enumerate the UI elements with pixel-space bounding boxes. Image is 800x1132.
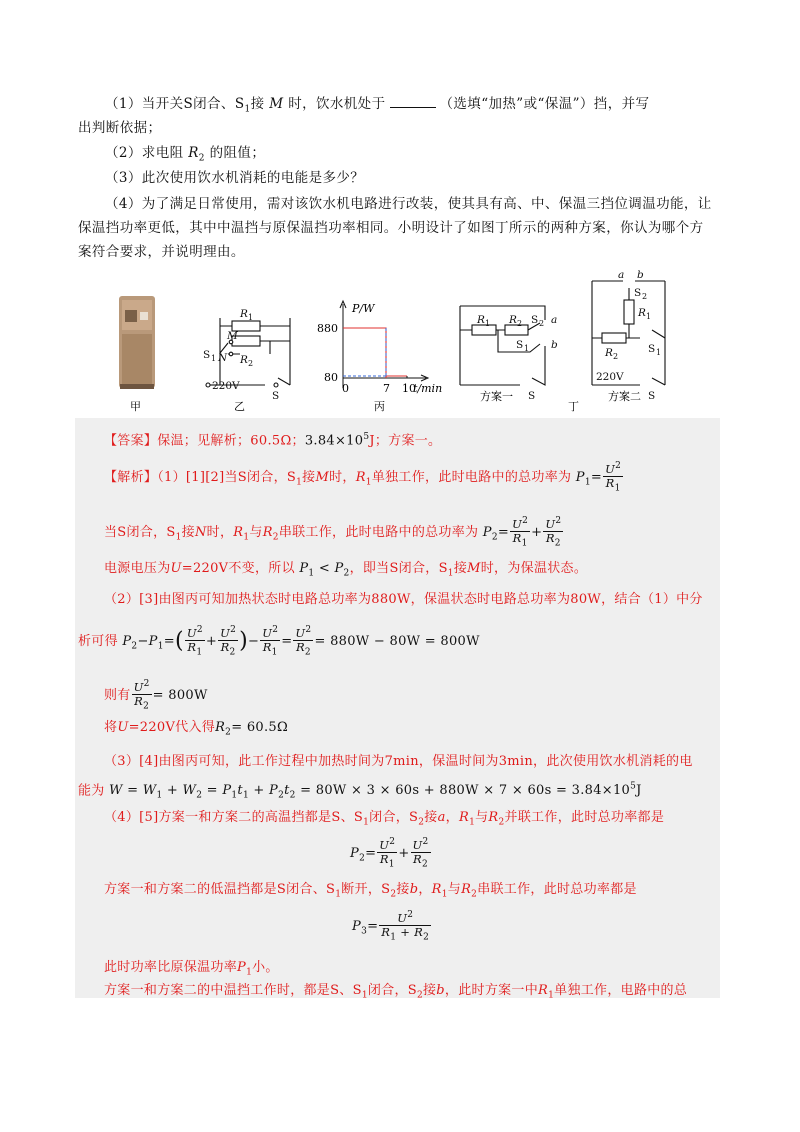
svg-text:1: 1: [248, 313, 254, 322]
svg-text:10: 10: [402, 382, 416, 395]
power-time-graph: [317, 301, 442, 395]
svg-text:2: 2: [642, 292, 648, 301]
svg-text:2: 2: [517, 319, 523, 328]
svg-text:b: b: [551, 339, 558, 351]
svg-text:a: a: [618, 269, 625, 281]
svg-text:1: 1: [646, 312, 652, 321]
svg-text:1: 1: [524, 344, 530, 353]
svg-text:R: R: [240, 354, 248, 366]
svg-text:R: R: [509, 314, 517, 326]
analysis-p8: （4）[5]方案一和方案二的高温挡都是S、$S_1$闭合，$S_2$接a，$R_1$与$R_2$并联工作，此时总功率都是: [104, 810, 665, 828]
label-bing: 丙: [374, 400, 385, 413]
analysis-p9: 方案一和方案二的低温挡都是S闭合、$S_1$断开，$S_2$接b，$R_1$与$R_2$串联工作，此时总功率都是: [104, 882, 637, 900]
svg-text:S: S: [531, 314, 539, 326]
analysis-p4-line1: （2）[3]由图丙可知加热状态时电路总功率为880W，保温状态时电路总功率为80W，结合（1）中分: [104, 592, 703, 607]
svg-text:S: S: [516, 339, 524, 351]
analysis-p2: 当S闭合，$S_1$接N时，$R_1$与$R_2$串联工作，此时电路中的总功率为 $P_2=$ $\frac{U^2}{R_1}$ + $\frac{U^2}{R_2}$: [104, 516, 562, 549]
formula-p2-parallel: $P_2=$ $\frac{U^2}{R_1}$ + $\frac{U^2}{R_2}$: [350, 837, 429, 870]
svg-text:S: S: [648, 390, 656, 402]
svg-text:220V: 220V: [596, 371, 624, 383]
svg-text:2: 2: [613, 352, 619, 361]
svg-text:R: R: [240, 308, 248, 320]
svg-text:M: M: [227, 330, 238, 342]
analysis-p4-line2: 析可得 $P_2-P_1=$( $\frac{U^2}{R_1}$ + $\frac{U^2}{R_2}$ )− $\frac{U^2}{R_1}$ = $\frac{U^2}{R_2}$ = 880W − 80W = 800W: [78, 625, 480, 658]
svg-text:1: 1: [485, 319, 491, 328]
answer-line: 【答案】保温；见解析；60.5Ω；$3.84\times 10^5J$；方案一。: [104, 432, 442, 449]
question-1: （1）当开关S闭合、$S_1$接 M 时，饮水机处于 （选填“加热”或“保温”）挡，并写: [105, 96, 650, 115]
analysis-p7-line2: 能为 $W = W_1 + W_2 = P_1t_1 + P_2t_2 = 80W \times 3 \times 60s + 880W \times 7 \times 60s = 3.84\times 10^5J$: [78, 782, 642, 801]
svg-text:S: S: [634, 287, 642, 299]
svg-text:a: a: [551, 314, 558, 326]
svg-text:b: b: [637, 269, 644, 281]
svg-text:1: 1: [656, 348, 662, 357]
svg-text:R: R: [477, 314, 485, 326]
label-scheme-2: 方案二: [608, 390, 641, 403]
label-ding: 丁: [568, 400, 579, 413]
question-2: （2）求电阻 $R_2$ 的阻值；: [105, 145, 266, 164]
svg-text:1: 1: [211, 354, 217, 363]
svg-text:N: N: [218, 352, 228, 364]
svg-text:R: R: [638, 307, 646, 319]
figures-strip: [100, 268, 700, 418]
analysis-p1: 【解析】（1）[1][2]当S闭合，$S_1$接M时，$R_1$单独工作，此时电路中的总功率为 $P_1=$ $\frac{U^2}{R_1}$: [104, 461, 622, 494]
svg-text:P/W: P/W: [352, 302, 375, 315]
svg-text:t/min: t/min: [413, 382, 443, 395]
svg-text:80: 80: [324, 371, 338, 384]
water-dispenser-image: [119, 296, 155, 389]
label-yi: 乙: [234, 400, 245, 413]
svg-text:220V: 220V: [212, 380, 240, 392]
svg-text:S: S: [272, 390, 280, 402]
question-4-line3: 案符合要求，并说明理由。: [78, 244, 245, 260]
analysis-p5: 则有 $\frac{U^2}{R_2}$ = 800W: [104, 679, 208, 712]
answer-blank: [390, 95, 436, 108]
circuit-scheme-2: [592, 281, 665, 385]
analysis-p10: 此时功率比原保温功率$P_1$小。: [104, 960, 279, 978]
analysis-p3: 电源电压为U=220V不变，所以 $P_1 < P_2$，即当S闭合，$S_1$接M时，为保温状态。: [104, 561, 588, 579]
question-1-line2: 出判断依据；: [78, 120, 162, 136]
analysis-p7-line1: （3）[4]由图丙可知，此工作过程中加热时间为7min，保温时间为3min，此次使用饮水机消耗的电: [104, 754, 693, 769]
label-scheme-1: 方案一: [480, 390, 513, 403]
svg-text:0: 0: [342, 382, 349, 395]
svg-text:S: S: [528, 390, 536, 402]
svg-text:7: 7: [383, 382, 390, 395]
svg-text:2: 2: [539, 319, 545, 328]
svg-text:R: R: [605, 347, 613, 359]
svg-text:2: 2: [248, 359, 254, 368]
question-4-line2: 保温挡功率更低，其中中温挡与原保温挡功率相同。小明设计了如图丁所示的两种方案，你认为哪个方: [78, 220, 704, 236]
s1-label: S: [203, 349, 211, 361]
formula-p3-series: $P_3=$ $\frac{U^2}{R_1 + R_2}$: [352, 910, 430, 943]
svg-text:880: 880: [317, 322, 338, 335]
label-jia: 甲: [130, 400, 141, 413]
question-4-line1: （4）为了满足日常使用，需对该饮水机电路进行改装，使其具有高、中、保温三挡位调温功能，让: [105, 196, 712, 212]
question-3: （3）此次使用饮水机消耗的电能是多少？: [105, 170, 365, 186]
svg-text:S: S: [648, 343, 656, 355]
analysis-p11: 方案一和方案二的中温挡工作时，都是S、$S_1$闭合，$S_2$接b，此时方案一中$R_1$单独工作，电路中的总: [104, 983, 688, 1001]
analysis-p6: 将U=220V代入得$R_2= 60.5\Omega$: [104, 720, 289, 738]
